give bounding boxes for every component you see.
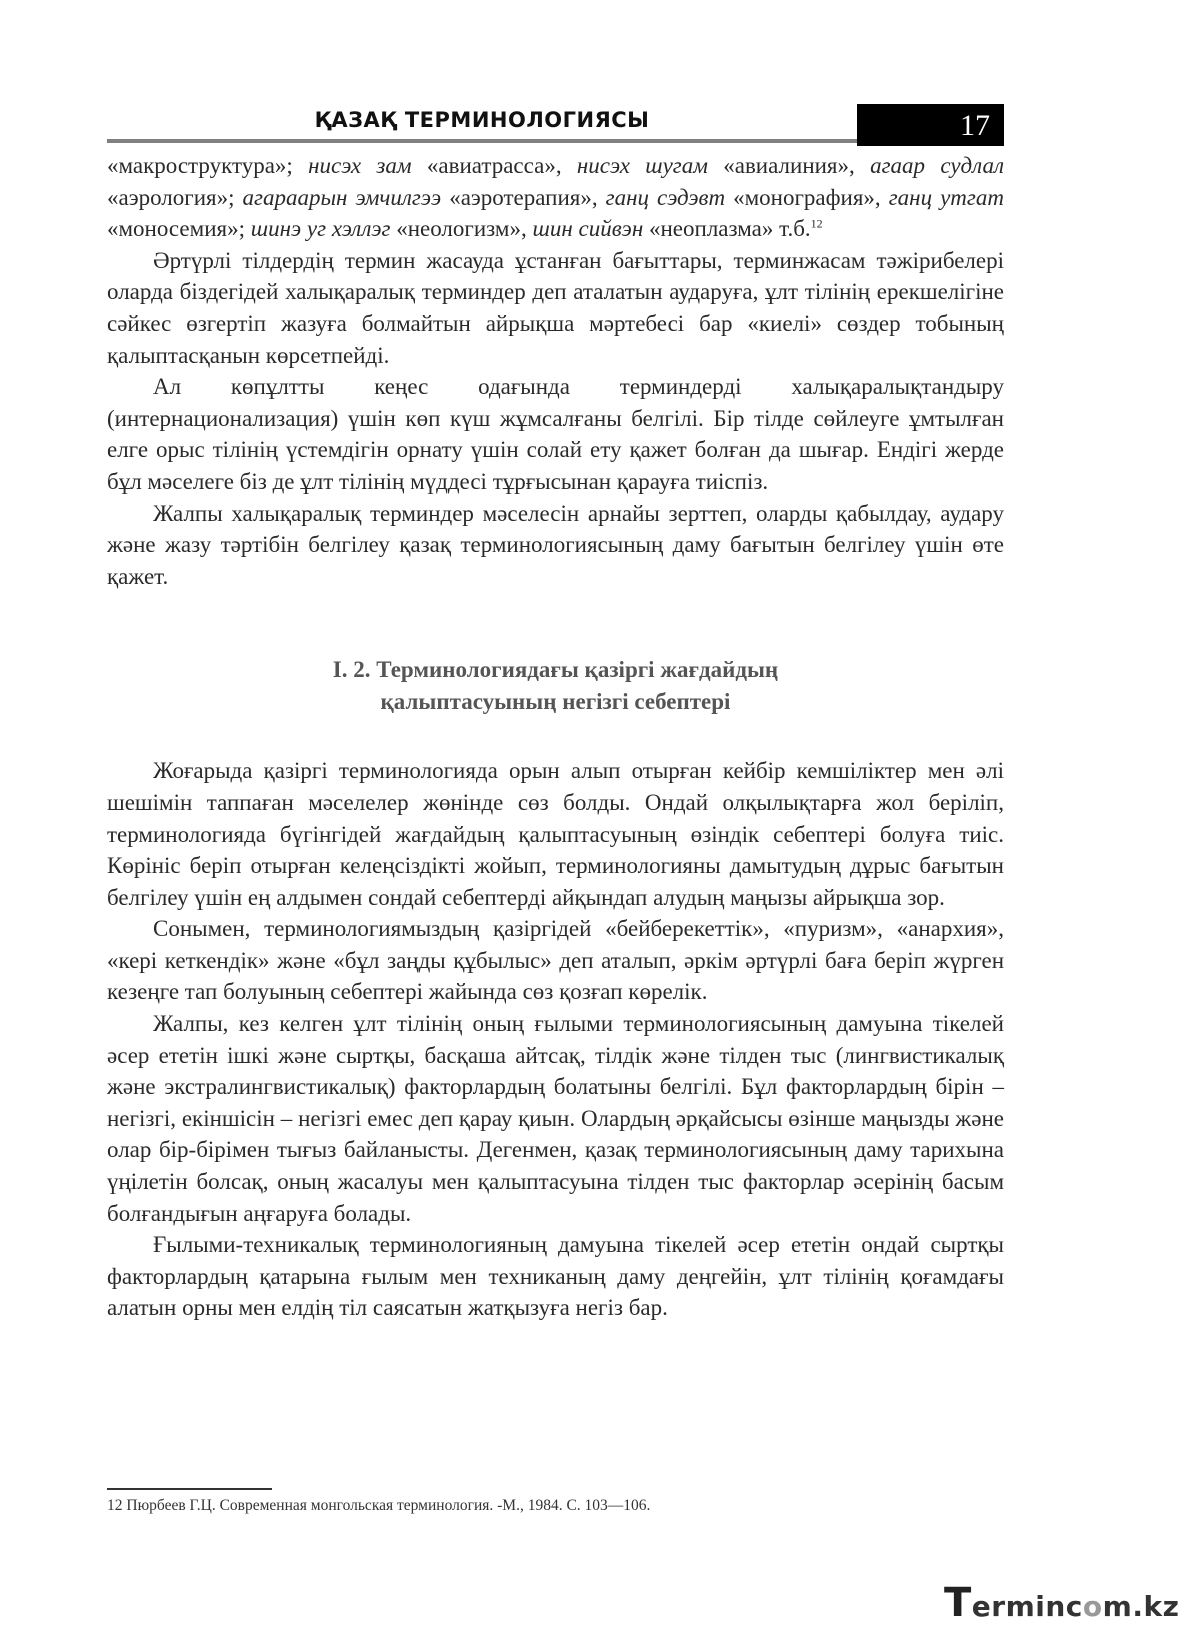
text: «макроструктура»;	[107, 153, 309, 178]
text: «моносемия»;	[107, 216, 251, 242]
footnote-rule	[107, 1488, 272, 1490]
footnote-ref: 12	[810, 216, 823, 231]
running-title: ҚАЗАҚ ТЕРМИНОЛОГИЯСЫ	[314, 108, 650, 132]
italic-term: ганц сэдэвт	[605, 184, 726, 210]
text: «авиатрасса»,	[411, 153, 577, 178]
text: «неологизм»,	[390, 216, 533, 242]
page-number: 17	[960, 109, 990, 142]
italic-term: агараарын эмчилгээ	[242, 184, 442, 210]
page-number-box	[857, 104, 1004, 146]
italic-term: нисэх зам	[308, 153, 412, 178]
italic-term: агаар судлал	[870, 153, 1005, 178]
text: «монография»,	[725, 184, 889, 210]
section-heading	[107, 654, 1004, 718]
paragraph-3: Ал көпұлтты кеңес одағында терминдерді халықаралықтандыру (интернационализация) үшін көп күш жұмсалғаны белгілі. Бір тілде сөйлеуге ұмтылған елге орыс тілінің үстемдігін орнату үшін солай ету қажет болған да шығар. Ендігі жерде бұл мәселеге біз де ұлт тілінің мүддесі тұрғысынан қарауға тиіспіз.	[107, 374, 1004, 494]
header-rule	[107, 139, 857, 143]
heading-line-2: қалыптасуының негізгі себептері	[380, 689, 731, 715]
italic-term: нисэх шугам	[576, 153, 708, 178]
text: «аэрология»;	[107, 184, 243, 210]
italic-term: шинэ уг хэллэг	[250, 216, 391, 242]
paragraph-8: Ғылыми-техникалық терминологияның дамуына тікелей әсер ететін ондай сыртқы факторлардың қатарына ғылым мен техниканың даму деңгейін, ұлт тілінің қоғамдағы алатын орны мен елдің тіл саясатын жатқызуға негіз бар.	[107, 1232, 1004, 1321]
italic-term: шин сийвэн	[532, 216, 644, 242]
site-watermark	[944, 1580, 1179, 1626]
paragraph-4: Жалпы халықаралық терминдер мәселесін арнайы зерттеп, оларды қабылдау, аудару және жазу тәртібін белгілеу қазақ терминологиясының даму бағытын белгілеу үшін өте қажет.	[107, 500, 1004, 589]
paragraph-5: Жоғарыда қазіргі терминологияда орын алып отырған кейбір кемшіліктер мен әлі шешімін таппаған мәселелер жөнінде сөз болды. Ондай олқылықтарға жол беріліп, терминологияда бүгінгідей жағдайдың қалыптасуының өзіндік себептері болуға тиіс. Көрініс беріп отырған келеңсіздікті жойып, терминологияны дамытудың дұрыс бағытын белгілеу үшін ең алдымен сондай себептерді айқындап алудың маңызы айрықша зор.	[107, 758, 1004, 910]
footnote: 12 Пюрбеев Г.Ц. Современная монгольская терминология. -М., 1984. С. 103—106.	[107, 1497, 651, 1514]
paragraph-7: Жалпы, кез келген ұлт тілінің оның ғылыми терминологиясының дамуына тікелей әсер ететін ішкі және сыртқы, басқаша айтсақ, тілдік және тілден тыс (лингвистикалық және экстралингвистикалық) факторлардың болатыны белгілі. Бұл факторлардың бірін – негізгі, екіншісін – негізгі емес деп қарау қиын. Олардың әрқайсысы өзінше маңызды және олар бір-бірімен тығыз байланысты. Дегенмен, қазақ терминологиясының даму тарихына үңілетін болсақ, оның жасалуы мен қалыптасуына тілден тыс факторлар әсерінің басым болғандығын аңғаруға болады.	[107, 1011, 1004, 1226]
paragraph-2: Әртүрлі тілдердің термин жасауда ұстанған бағыттары, терминжасам тәжірибелері оларда біздегідей халықаралық терминдер деп аталатын аударуға, ұлт тілінің ерекшелігіне сәйкес өзгертіп жазуға болмайтын айрықша мәртебесі бар «киелі» сөздер тобының қалыптасқанын көрсетпейді.	[107, 247, 1004, 368]
italic-term: ганц утгат	[888, 184, 1004, 210]
paragraph-1	[107, 150, 1004, 245]
page-header	[107, 104, 1004, 146]
heading-line-1: I. 2. Терминологиядағы қазіргі жағдайдың	[332, 657, 779, 683]
magnifier-icon: o	[1082, 1590, 1103, 1623]
text: «аэротерапия»,	[441, 184, 606, 210]
watermark-part: m.kz	[1102, 1590, 1179, 1623]
text: «авиалиния»,	[707, 153, 871, 178]
paragraph-6: Сонымен, терминологиямыздың қазіргідей «бейберекеттік», «пуризм», «анархия», «кері кеткендік» және «бұл заңды құбылыс» деп аталып, әркім әртүрлі баға беріп жүрген кезеңге тап болуының себептері жайында сөз қозғап көрелік.	[107, 916, 1004, 1005]
text: «неоплазма» т.б.	[643, 216, 811, 242]
watermark-letter: T	[944, 1580, 972, 1626]
watermark-part: erminc	[971, 1590, 1083, 1623]
page-body	[107, 150, 1004, 1324]
